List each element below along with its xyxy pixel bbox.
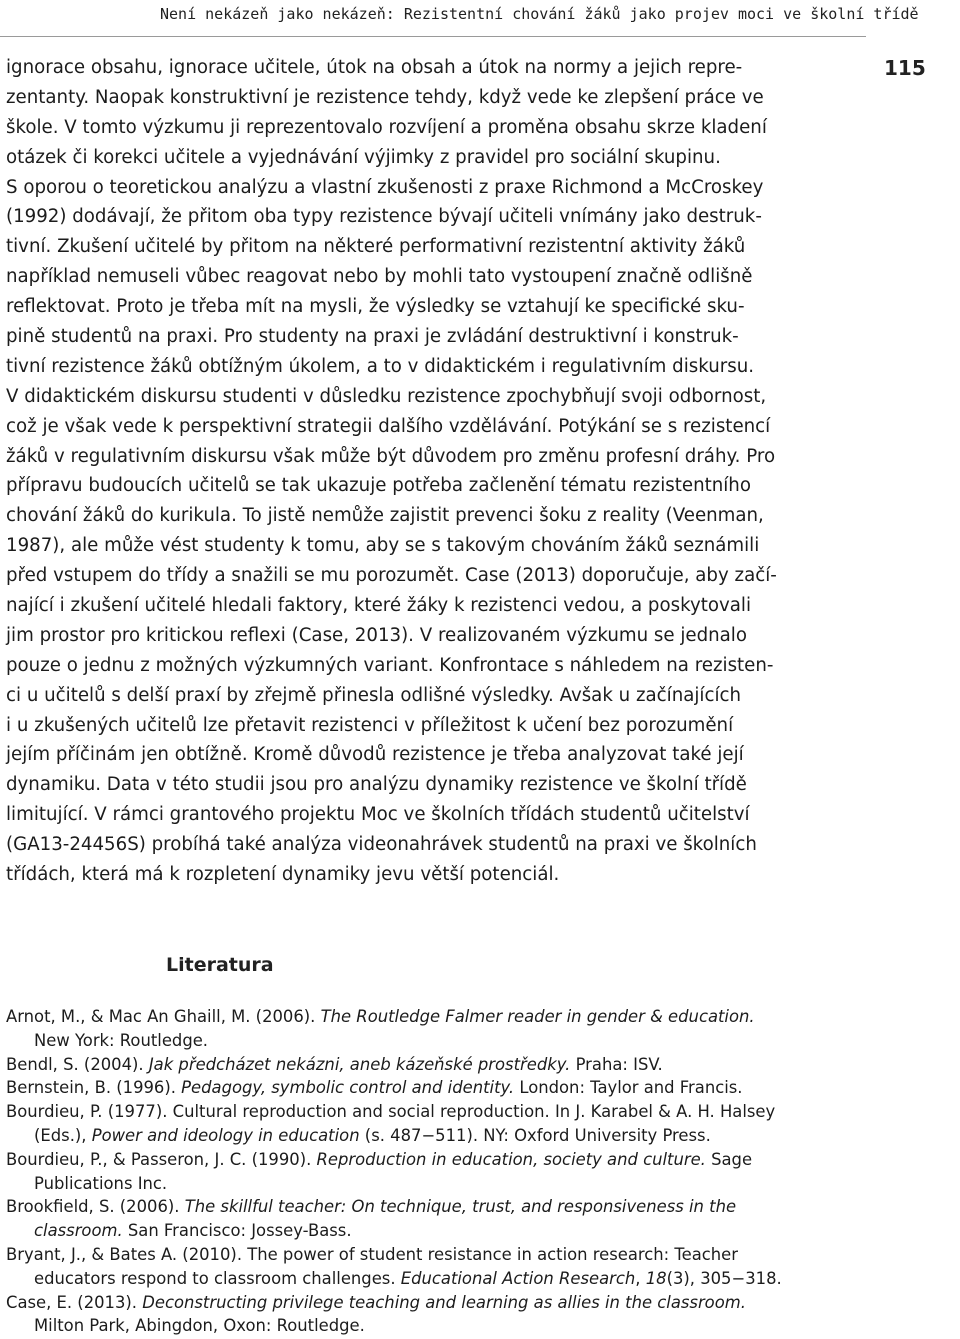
reference-segment: , bbox=[635, 1268, 646, 1288]
body-line: třídách, která má k rozpletení dynamiky jevu větší potenciál. bbox=[6, 864, 560, 886]
reference-italic-segment: Reproduction in education, society and culture. bbox=[316, 1149, 706, 1169]
reference-entry bbox=[6, 1076, 852, 1100]
reference-line bbox=[6, 1053, 852, 1077]
reference-italic-segment: Jak předcházet nekázni, aneb kázeňské prostředky. bbox=[148, 1054, 571, 1074]
body-line: jim prostor pro kritickou reflexi (Case, 2013). V realizovaném výzkumu se jednalo bbox=[6, 624, 747, 646]
body-line: (GA13-24456S) probíhá také analýza videonahrávek studentů na praxi ve školních bbox=[6, 834, 757, 856]
body-line: i u zkušených učitelů lze přetavit rezistenci v příležitost k učení bez porozumění bbox=[6, 714, 734, 736]
body-line: což je však vede k perspektivní strategii dalšího vzdělávání. Potýkání se s rezistencí bbox=[6, 415, 771, 437]
reference-line bbox=[6, 1172, 852, 1196]
reference-entry bbox=[6, 1291, 852, 1339]
reference-segment: Bourdieu, P. (1977). Cultural reproduction and social reproduction. In J. Karabel & A. H. Halsey bbox=[6, 1102, 776, 1122]
reference-italic-segment: The skillful teacher: On technique, trust, and responsiveness in the bbox=[184, 1197, 737, 1217]
body-line: otázek či korekci učitele a vyjednávání výjimky z pravidel pro sociální skupinu. bbox=[6, 146, 721, 168]
reference-segment: (s. 487−511). NY: Oxford University Press. bbox=[359, 1125, 711, 1145]
body-line: 1987), ale může vést studenty k tomu, aby se s takovým chováním žáků seznámili bbox=[6, 535, 760, 557]
reference-segment: (Eds.), bbox=[34, 1125, 92, 1145]
reference-line bbox=[6, 1243, 852, 1267]
reference-entry bbox=[6, 1100, 852, 1148]
body-line: například nemuseli vůbec reagovat nebo by mohli tato vystoupení značně odlišně bbox=[6, 266, 753, 288]
reference-line bbox=[6, 1267, 852, 1291]
reference-segment: Arnot, M., & Mac An Ghaill, M. (2006). bbox=[6, 1007, 321, 1026]
reference-entry bbox=[6, 1053, 852, 1077]
reference-line bbox=[6, 1314, 852, 1338]
body-line: S oporou o teoretickou analýzu a vlastní zkušenosti z praxe Richmond a McCroskey bbox=[6, 176, 764, 198]
body-line: jejím příčinám jen obtížně. Kromě důvodů rezistence je třeba analyzovat také její bbox=[6, 744, 744, 766]
reference-entry bbox=[6, 1148, 852, 1196]
body-line: tivní. Zkušení učitelé by přitom na některé performativní rezistentní aktivity žáků bbox=[6, 236, 746, 258]
reference-segment: Bendl, S. (2004). bbox=[6, 1054, 149, 1074]
reference-line bbox=[6, 1076, 852, 1100]
reference-segment: Brookfield, S. (2006). bbox=[6, 1197, 185, 1217]
body-line: žáků v regulativním diskursu však může být důvodem pro změnu profesní dráhy. Pro bbox=[6, 445, 776, 467]
body-text bbox=[6, 53, 848, 890]
reference-italic-segment: Power and ideology in education bbox=[91, 1125, 360, 1145]
reference-segment: (3), 305−318. bbox=[666, 1268, 782, 1288]
reference-line bbox=[6, 1029, 852, 1053]
reference-italic-segment: Deconstructing privilege teaching and learning as allies in the classroom. bbox=[142, 1292, 746, 1312]
reference-line bbox=[6, 1195, 852, 1219]
reference-entry bbox=[6, 1005, 852, 1053]
reference-italic-segment: The Routledge Falmer reader in gender & education. bbox=[320, 1007, 755, 1026]
reference-entry bbox=[6, 1243, 852, 1291]
body-line: zentanty. Naopak konstruktivní je rezistence tehdy, když vede ke zlepšení práce ve bbox=[6, 86, 764, 108]
reference-segment: Praha: ISV. bbox=[570, 1054, 663, 1074]
reference-line bbox=[6, 1005, 852, 1029]
reference-italic-segment: classroom. bbox=[34, 1221, 123, 1241]
body-line: přípravu budoucích učitelů se tak ukazuje potřeba začlenění tématu rezistentního bbox=[6, 475, 751, 497]
reference-italic-segment: 18 bbox=[645, 1268, 667, 1288]
body-line: nající i zkušení učitelé hledali faktory, které žáky k rezistenci vedou, a poskytovali bbox=[6, 595, 752, 617]
body-line: (1992) dodávají, že přitom oba typy rezistence bývají učiteli vnímány jako destruk- bbox=[6, 206, 762, 228]
reference-segment: Sage bbox=[705, 1149, 753, 1169]
body-line: ci u učitelů s delší praxí by zřejmě přinesla odlišné výsledky. Avšak u začínajících bbox=[6, 684, 742, 706]
body-line: limitující. V rámci grantového projektu Moc ve školních třídách studentů učitelství bbox=[6, 804, 750, 826]
reference-line bbox=[6, 1124, 852, 1148]
reference-line bbox=[6, 1291, 852, 1315]
body-line: před vstupem do třídy a snažili se mu porozumět. Case (2013) doporučuje, aby začí- bbox=[6, 565, 777, 587]
body-line: dynamiku. Data v této studii jsou pro analýzu dynamiky rezistence ve školní třídě bbox=[6, 774, 747, 796]
reference-segment: Bourdieu, P., & Passeron, J. C. (1990). bbox=[6, 1149, 317, 1169]
reference-segment: New York: Routledge. bbox=[34, 1030, 209, 1050]
reference-segment: Publications Inc. bbox=[34, 1173, 168, 1193]
page-number: 115 bbox=[884, 56, 926, 80]
reference-italic-segment: Educational Action Research bbox=[400, 1268, 636, 1288]
body-line: chování žáků do kurikula. To jistě nemůže zajistit prevenci šoku z reality (Veenman, bbox=[6, 505, 764, 527]
body-line: pině studentů na praxi. Pro studenty na praxi je zvládání destruktivní i konstruk- bbox=[6, 326, 739, 348]
running-head: Není nekázeň jako nekázeň: Rezistentní chování žáků jako projev moci ve školní třídě bbox=[160, 5, 919, 23]
reference-line bbox=[6, 1148, 852, 1172]
body-line: škole. V tomto výzkumu ji reprezentovalo rozvíjení a proměna obsahu skrze kladení bbox=[6, 116, 767, 138]
reference-segment: Bernstein, B. (1996). bbox=[6, 1078, 182, 1098]
reference-list bbox=[6, 1005, 852, 1338]
reference-segment: Case, E. (2013). bbox=[6, 1292, 143, 1312]
reference-segment: educators respond to classroom challenges. bbox=[34, 1268, 401, 1288]
literature-heading: Literatura bbox=[166, 954, 274, 976]
reference-segment: San Francisco: Jossey-Bass. bbox=[122, 1221, 352, 1241]
reference-italic-segment: Pedagogy, symbolic control and identity. bbox=[181, 1078, 515, 1098]
reference-entry bbox=[6, 1195, 852, 1243]
reference-segment: London: Taylor and Francis. bbox=[514, 1078, 743, 1098]
reference-segment: Milton Park, Abingdon, Oxon: Routledge. bbox=[34, 1316, 365, 1336]
reference-segment: Bryant, J., & Bates A. (2010). The power of student resistance in action research: Teacher bbox=[6, 1244, 738, 1264]
body-line: ignorace obsahu, ignorace učitele, útok na obsah a útok na normy a jejich repre- bbox=[6, 57, 743, 78]
body-line: V didaktickém diskursu studenti v důsledku rezistence zpochybňují svoji odbornost, bbox=[6, 385, 767, 407]
reference-line bbox=[6, 1100, 852, 1124]
body-line: reflektovat. Proto je třeba mít na mysli, že výsledky se vztahují ke specifické sku- bbox=[6, 296, 745, 318]
body-line: tivní rezistence žáků obtížným úkolem, a to v didaktickém i regulativním diskursu. bbox=[6, 355, 755, 377]
header-rule bbox=[0, 36, 866, 37]
body-line: pouze o jednu z možných výzkumných variant. Konfrontace s náhledem na rezisten- bbox=[6, 654, 774, 676]
reference-line bbox=[6, 1219, 852, 1243]
